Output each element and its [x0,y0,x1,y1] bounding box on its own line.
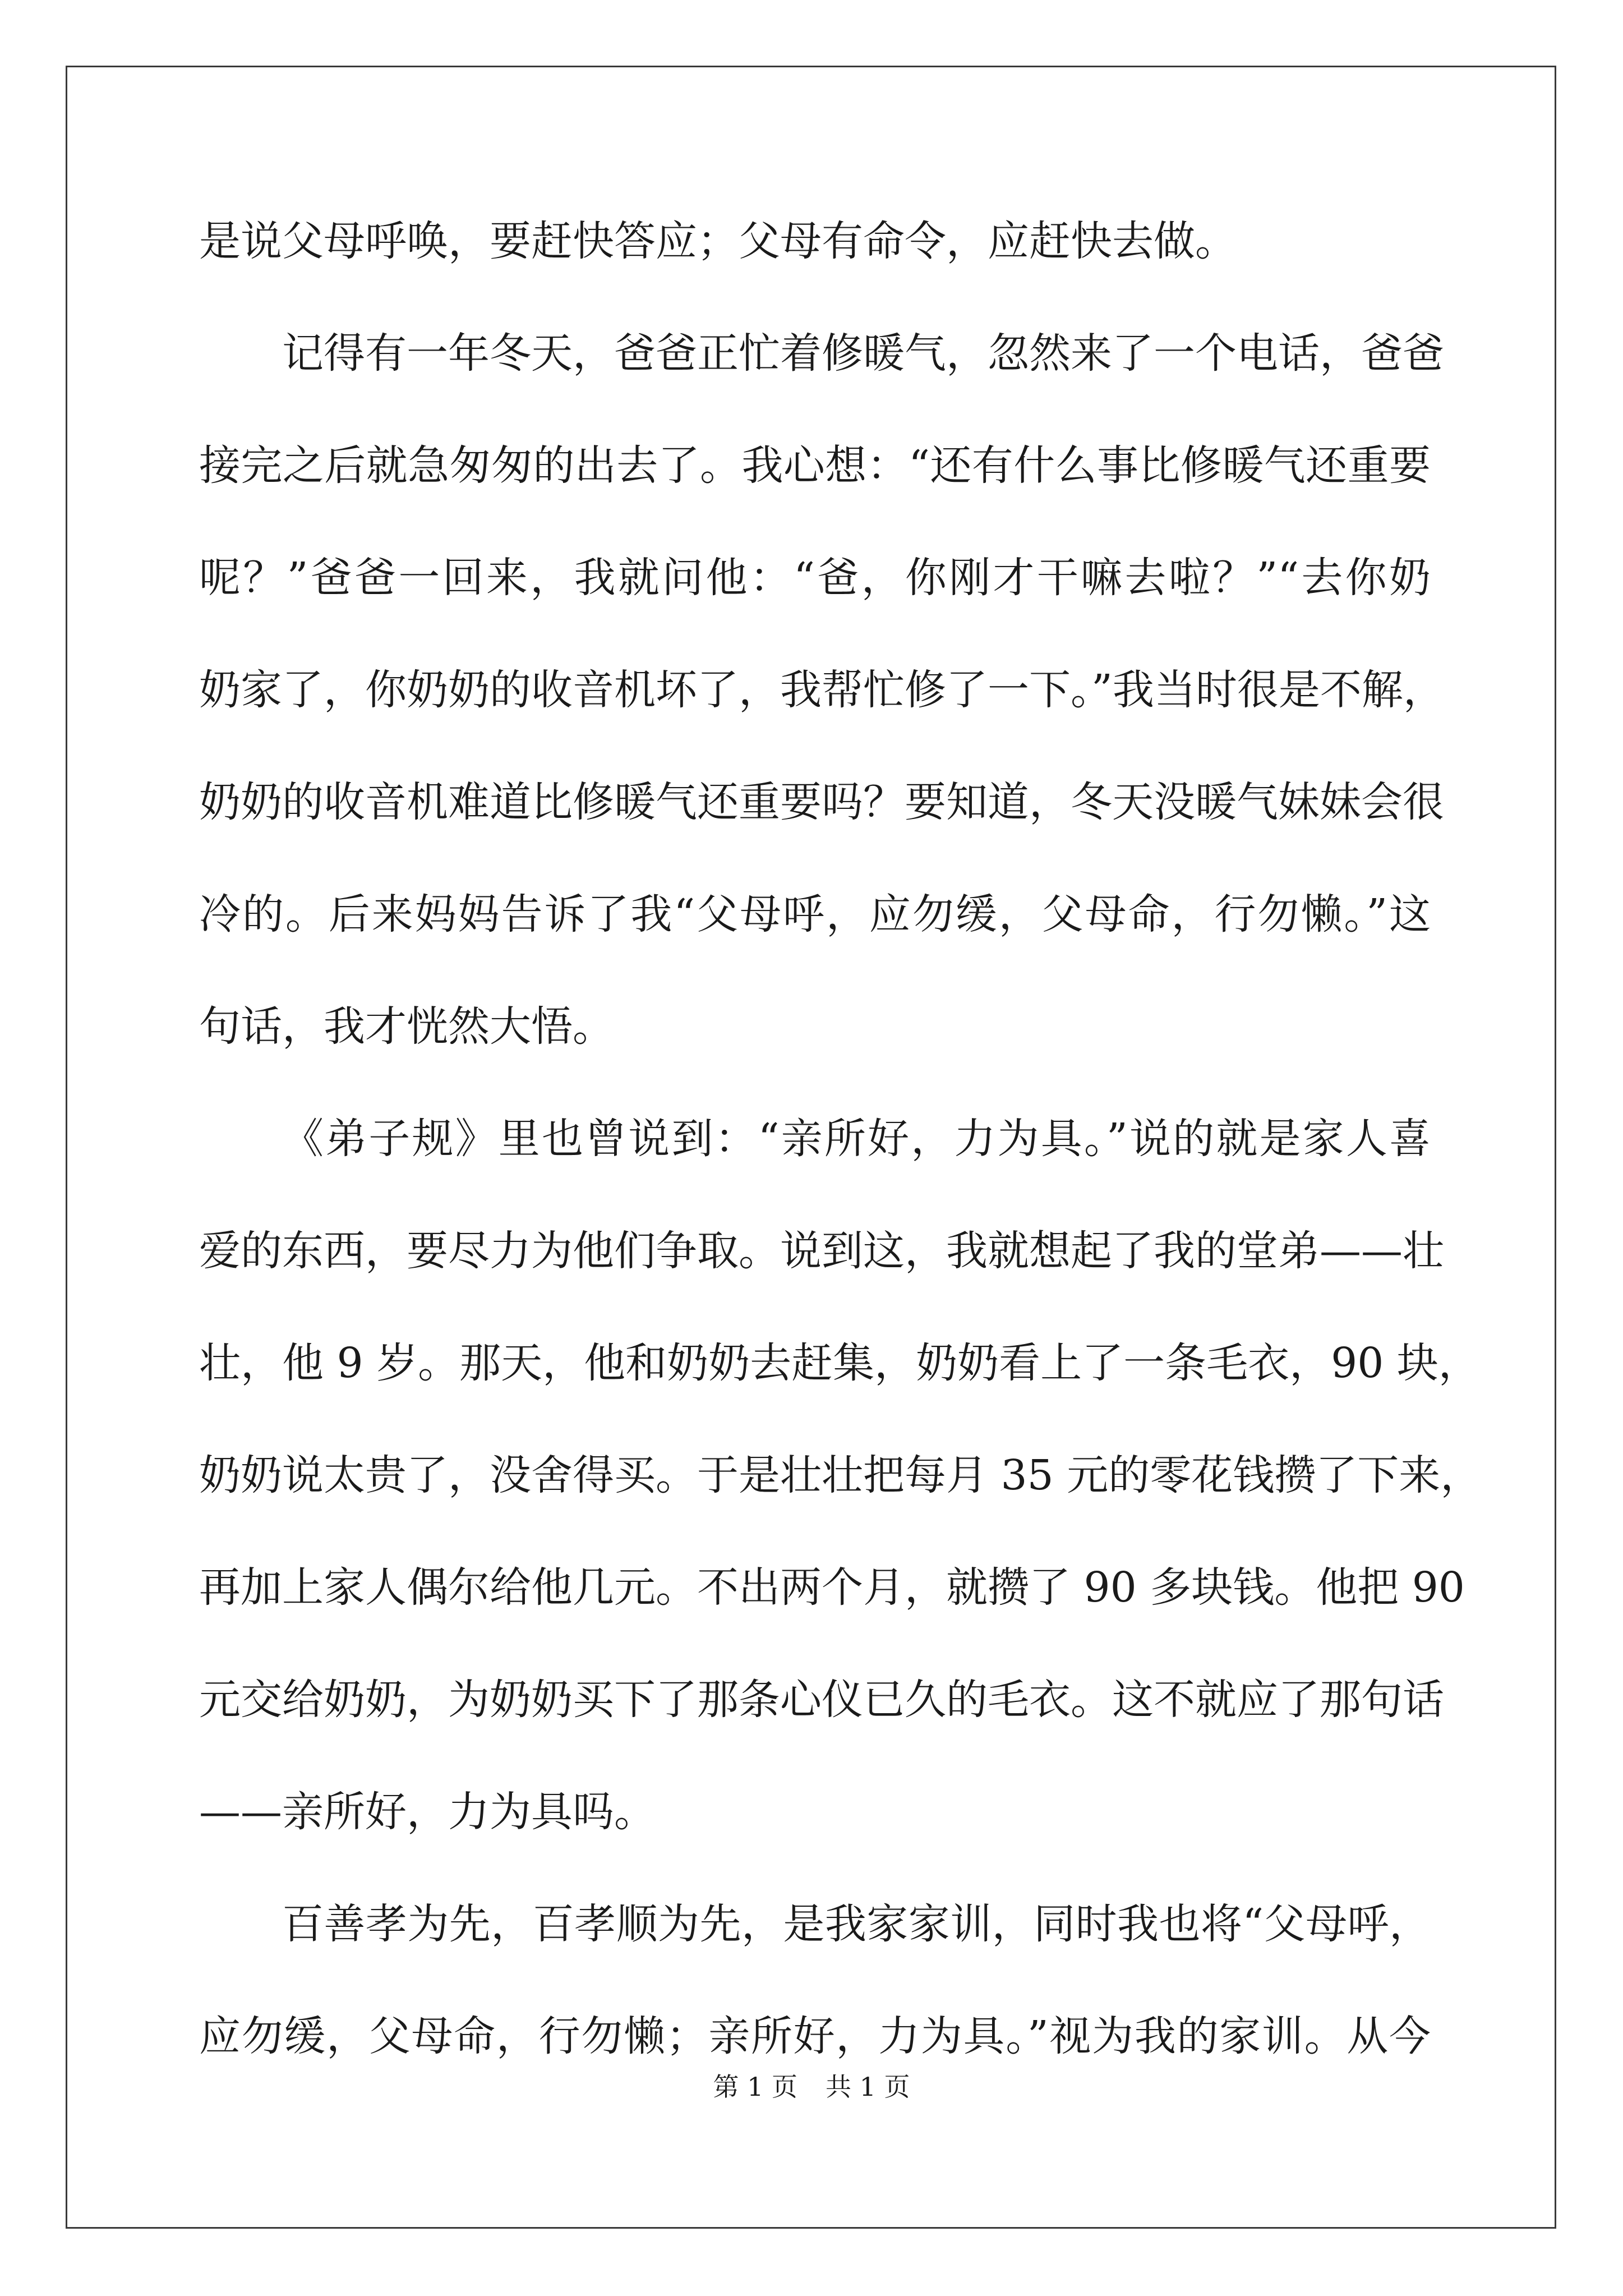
page-footer [0,2070,1623,2104]
text-line: 奶奶的收音机难道比修暖气还重要吗？要知道，冬天没暖气妹妹会很 [199,778,1444,826]
text-line: 接完之后就急匆匆的出去了。我心想：“还有什么事比修暖气还重要 [199,441,1431,490]
text-line: 句话，我才恍然大悟。 [199,1002,614,1051]
paragraph-first-line: 记得有一年冬天，爸爸正忙着修暖气，忽然来了一个电话，爸爸 [282,329,1444,378]
paragraph-first-line: 百善孝为先，百孝顺为先，是我家家训，同时我也将“父母呼， [282,1900,1431,1948]
text-line: 呢？”爸爸一回来，我就问他：“爸，你刚才干嘛去啦？”“去你奶 [199,554,1431,602]
page-total: 共 1 页 [826,2072,910,2102]
text-line: 奶奶说太贵了，没舍得买。于是壮壮把每月 35 元的零花钱攒了下来， [199,1451,1482,1499]
text-line: 元交给奶奶，为奶奶买下了那条心仪已久的毛衣。这不就应了那句话 [199,1676,1444,1724]
text-line: 应勿缓，父母命，行勿懒；亲所好，力为具。”视为我的家训。从今 [199,2012,1431,2060]
text-line: 冷的。后来妈妈告诉了我“父母呼，应勿缓，父母命，行勿懒。”这 [199,890,1431,938]
text-line: 再加上家人偶尔给他几元。不出两个月，就攒了 90 多块钱。他把 90 [199,1563,1465,1612]
text-line: 壮，他 9 岁。那天，他和奶奶去赶集，奶奶看上了一条毛衣，90 块， [199,1339,1480,1387]
text-line: ——亲所好，力为具吗。 [199,1788,656,1836]
page-number: 第 1 页 [713,2072,797,2102]
text-line: 是说父母呼唤，要赶快答应；父母有命令，应赶快去做。 [199,217,1237,265]
paragraph-first-line: 《弟子规》里也曾说到：“亲所好，力为具。”说的就是家人喜 [282,1115,1431,1163]
text-line: 奶家了，你奶奶的收音机坏了，我帮忙修了一下。”我当时很是不解， [199,666,1445,714]
text-line: 爱的东西，要尽力为他们争取。说到这，我就想起了我的堂弟——壮 [199,1227,1444,1275]
